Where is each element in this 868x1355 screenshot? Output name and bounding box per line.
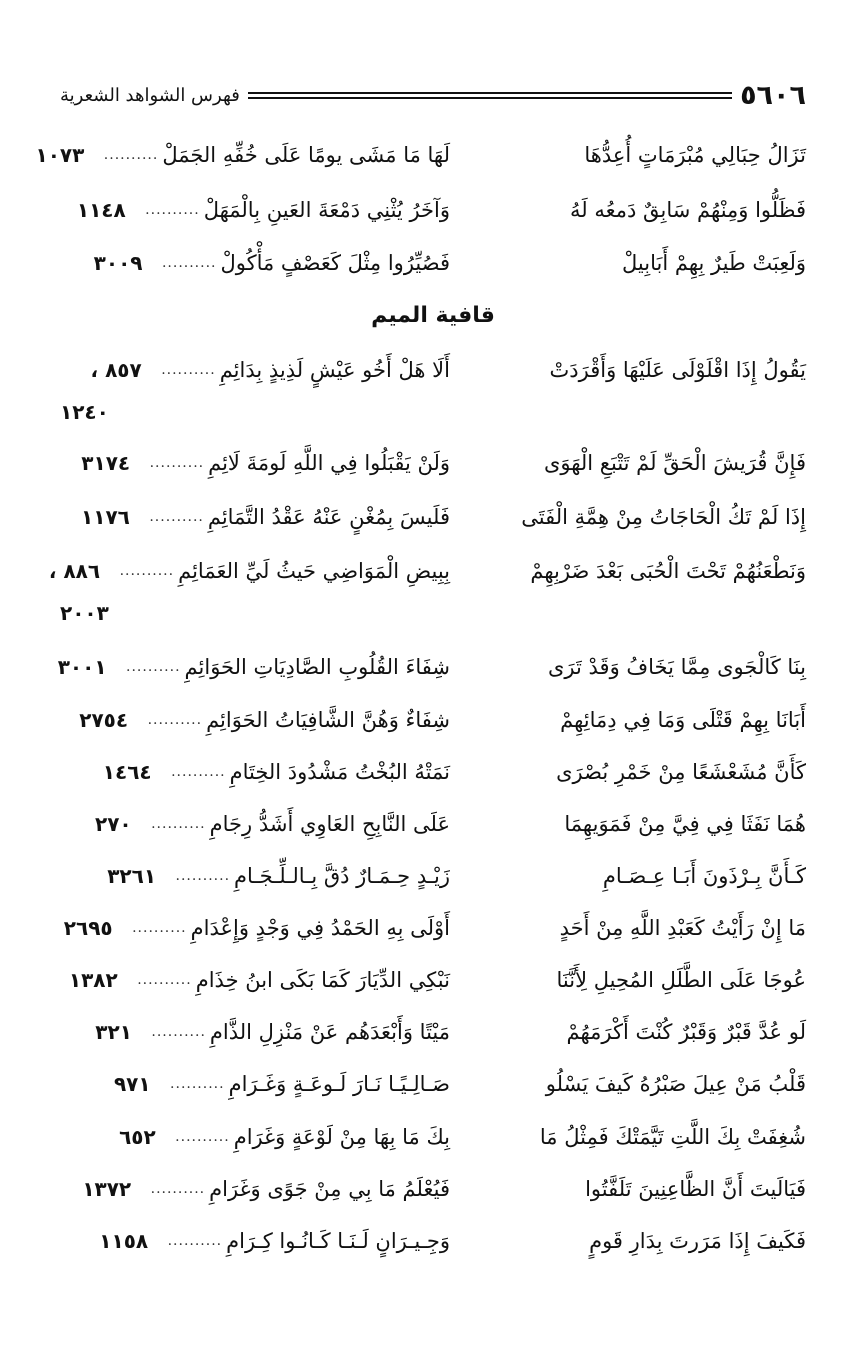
verse-row [48, 546, 806, 596]
page-references: ١٣٧٢ [82, 1177, 132, 1201]
page-references-continued: ١٢٤٠ [60, 400, 109, 424]
verse-first-hemistich: أَبَانَا بِهِمْ قَتْلَى وَمَا فِي دِمَائِهِمْ [560, 708, 806, 732]
verse-second-half [60, 799, 450, 849]
verse-row [60, 1059, 806, 1109]
page-references: ٢٦٩٥ [63, 916, 113, 940]
verse-second-half [60, 492, 450, 542]
page-references: ١١٧٦ [81, 505, 130, 529]
verse-first-hemistich: قَلْبُ مَنْ عِيلَ صَبْرُهُ كَيفَ يَسْلُو [545, 1072, 806, 1096]
verse-first-hemistich: تَزَالُ حِبَالِي مُبْرَمَاتٍ أُعِدُّهَا [584, 143, 806, 167]
verse-second-hemistich: أَوْلَى بِهِ الحَمْدُ فِي وَجْدٍ وَإِعْدَامِ [190, 916, 450, 940]
leader-dots: .......... [132, 920, 187, 936]
leader-dots: .......... [170, 1076, 225, 1092]
verse-second-half [60, 695, 450, 745]
leader-dots: .......... [167, 1233, 223, 1249]
page-references: ١١٥٨ [99, 1229, 149, 1253]
verse-second-hemistich: بِكَ مَا بِهَا مِنْ لَوْعَةٍ وَغَرَامِ [233, 1125, 450, 1149]
page-references: ١٤٦٤ [102, 760, 152, 784]
verse-row [60, 747, 806, 797]
verse-first-hemistich: كَـأَنَّ بِـرْذَونَ أَبَـا عِـصَـامِ [602, 864, 806, 888]
page-references: ١٣٨٢ [68, 968, 118, 992]
page-references: ٢٧٠ [95, 812, 132, 836]
verse-first-hemistich: يَقُولُ إِذَا اقْلَوْلَى عَلَيْهَا وَأَقْرَدَتْ [549, 358, 806, 382]
verse-row [60, 799, 806, 849]
leader-dots: .......... [147, 712, 203, 728]
verse-second-hemistich: شِفَاءٌ وَهُنَّ الشَّافِيَاتُ الحَوَائِمِ [206, 708, 450, 732]
leader-dots: .......... [175, 1129, 230, 1145]
page-references: ٦٥٢ [119, 1125, 156, 1149]
verse-second-hemistich: نَبْكِي الدِّيَارَ كَمَا بَكَى ابنُ خِذَامِ [195, 968, 450, 992]
page-references: ٣٢٦١ [107, 864, 157, 888]
header-double-rule [248, 92, 732, 99]
verse-first-hemistich: فَيَالَيتَ أَنَّ الظَّاعِنِينَ تَلَفَّتُوا [585, 1177, 806, 1201]
verse-second-hemistich: وَلَنْ يَقْبَلُوا فِي اللَّهِ لَومَةَ لَائِمِ [208, 451, 450, 475]
leader-dots: .......... [150, 1181, 206, 1197]
leader-dots: .......... [119, 563, 175, 579]
verse-second-hemistich: لَهَا مَا مَشَى يومًا عَلَى خُفِّهِ الجَمَلْ [162, 143, 450, 167]
verse-first-hemistich: بِنَا كَالْجَوى مِمَّا يَخَافُ وَقَدْ تَرَى [547, 655, 806, 679]
verse-second-half [57, 642, 450, 692]
verse-second-hemistich: زَيْـدٍ حِـمَـارٌ دُقَّ بِـالـلِّـجَـامِ [234, 864, 450, 888]
verse-second-half [35, 130, 450, 180]
verse-first-hemistich: فَظَلُّوا وَمِنْهُمْ سَابِقٌ دَمعُه لَهُ [570, 198, 806, 222]
verse-second-hemistich: عَلَى النَّابِحِ العَاوِي أَشَدُّ رِجَامِ [209, 812, 450, 836]
leader-dots: .......... [145, 202, 200, 218]
section-heading: قافية الميم [371, 303, 495, 328]
verse-second-half [60, 747, 450, 797]
verse-first-hemistich: عُوجَا عَلَى الطَّلَلِ المُحِيلِ لِأَنَّنَا [556, 968, 806, 992]
verse-second-half [60, 238, 450, 288]
verse-first-hemistich: فَكَيفَ إِذَا مَرَرتَ بِدَارِ قَومٍ [589, 1229, 806, 1253]
verse-row [60, 1007, 806, 1057]
page-references: ١١٤٨ [76, 198, 126, 222]
verse-first-hemistich: إِذَا لَمْ تَكُ الْحَاجَاتُ مِنْ هِمَّةِ الْفَتَى [521, 505, 806, 529]
verse-second-half [60, 438, 450, 488]
verse-first-hemistich: مَا إِنْ رَأَيْتُ كَعَبْدِ اللَّهِ مِنْ أَحَدٍ [559, 916, 806, 940]
leader-dots: .......... [149, 455, 205, 471]
page-header [60, 70, 806, 120]
page-references: ٨٨٦ ، [48, 559, 101, 583]
leader-dots: .......... [126, 659, 181, 675]
verse-second-half [60, 1216, 450, 1266]
verse-row [60, 238, 806, 288]
verse-row [57, 642, 806, 692]
page-references: ٩٧١ [113, 1072, 151, 1096]
verse-row [60, 1216, 806, 1266]
verse-row [60, 955, 806, 1005]
verse-first-hemistich: كَأَنَّ مُشَعْشَعًا مِنْ خَمْرِ بُصْرَى [556, 760, 806, 784]
verse-row [60, 1112, 806, 1162]
leader-dots: .......... [103, 147, 159, 163]
verse-row [60, 438, 806, 488]
verse-second-hemistich: وَآخَرُ يُثْنِي دَمْعَةَ العَينِ بِالْمَهَلْ [203, 198, 450, 222]
verse-second-hemistich: وَجِـيـرَانٍ لَـنَـا كَـانُـوا كِـرَامِ [226, 1229, 450, 1253]
verse-second-half [60, 851, 450, 901]
verse-row [60, 492, 806, 542]
verse-second-hemistich: فَصُيِّرُوا مِثْلَ كَعَصْفٍ مَأْكُولْ [220, 251, 450, 275]
leader-dots: .......... [175, 868, 231, 884]
verse-second-half [60, 955, 450, 1005]
verse-second-half [60, 903, 450, 953]
verse-second-hemistich: مَيْتًا وَأَبْعَدَهُم عَنْ مَنْزِلِ الذَّامِ [209, 1020, 450, 1044]
verse-row [60, 851, 806, 901]
leader-dots: .......... [151, 816, 206, 832]
verse-row [35, 130, 806, 180]
page-number: ٥٦٠٦ [740, 79, 806, 111]
verse-second-half [60, 1059, 450, 1109]
page-references: ٣٠٠٩ [93, 251, 143, 275]
page-references-continued: ٢٠٠٣ [60, 601, 109, 625]
verse-row [60, 185, 806, 235]
page-references: ١٠٧٣ [35, 143, 85, 167]
verse-second-half [60, 1112, 450, 1162]
verse-second-hemistich: شِفَاءَ القُلُوبِ الصَّادِيَاتِ الحَوَائِمِ [184, 655, 450, 679]
leader-dots: .......... [137, 972, 192, 988]
leader-dots: .......... [161, 255, 217, 271]
page-references: ٣٠٠١ [57, 655, 107, 679]
verse-first-hemistich: وَلَعِبَتْ طَيرٌ بِهِمْ أَبَابِيلْ [622, 251, 806, 275]
verse-first-hemistich: شُغِفَتْ بِكَ اللَّتِ تَيَّمَتْكَ فَمِثْلُ مَا [539, 1125, 806, 1149]
verse-second-hemistich: صَـالِـيًـا نَـارَ لَـوعَـةٍ وَغَـرَامِ [228, 1072, 450, 1096]
verse-second-half [48, 546, 450, 596]
page-references: ٢٧٥٤ [79, 708, 129, 732]
leader-dots: .......... [151, 1024, 206, 1040]
verse-second-hemistich: فَيُعْلَمُ مَا بِي مِنْ جَوًى وَغَرَامِ [209, 1177, 450, 1201]
verse-row [60, 695, 806, 745]
leader-dots: .......... [161, 362, 216, 378]
leader-dots: .......... [171, 764, 226, 780]
verse-second-hemistich: فَلَيسَ بِمُغْنٍ عَنْهُ عَقْدُ التَّمَائِمِ [207, 505, 450, 529]
verse-second-half [60, 1164, 450, 1214]
verse-second-hemistich: نَمَتْهُ البُخْتُ مَشْدُودَ الخِتَامِ [229, 760, 450, 784]
verse-second-half [60, 1007, 450, 1057]
running-title: فهرس الشواهد الشعرية [60, 84, 240, 106]
verse-second-half [60, 185, 450, 235]
verse-row [60, 345, 806, 395]
verse-second-hemistich: أَلَا هَلْ أَخُو عَيْشٍ لَذِيذٍ بِدَائِمِ [219, 358, 450, 382]
verse-second-half [60, 345, 450, 395]
page-references: ٣٢١ [95, 1020, 132, 1044]
verse-first-hemistich: لَو عُدَّ قَبْرٌ وَقَبْرٌ كُنْتَ أَكْرَمَهُمْ [566, 1020, 806, 1044]
verse-first-hemistich: فَإِنَّ قُرَيشَ الْحَقِّ لَمْ تَتْبَعِ الْهَوَى [543, 451, 806, 475]
verse-row [60, 903, 806, 953]
verse-first-hemistich: هُمَا نَفَثَا فِي فِيَّ مِنْ فَمَوَيهِمَا [564, 812, 806, 836]
verse-first-hemistich: وَنَطْعَنُهُمْ تَحْتَ الْحُبَى بَعْدَ ضَرْبِهِمْ [530, 559, 806, 583]
verse-row [60, 1164, 806, 1214]
page-references: ٣١٧٤ [81, 451, 131, 475]
verse-second-hemistich: بِبِيضِ الْمَوَاضِي حَيثُ لَيِّ العَمَائِمِ [178, 559, 450, 583]
page-references: ٨٥٧ ، [90, 358, 142, 382]
leader-dots: .......... [149, 509, 204, 525]
